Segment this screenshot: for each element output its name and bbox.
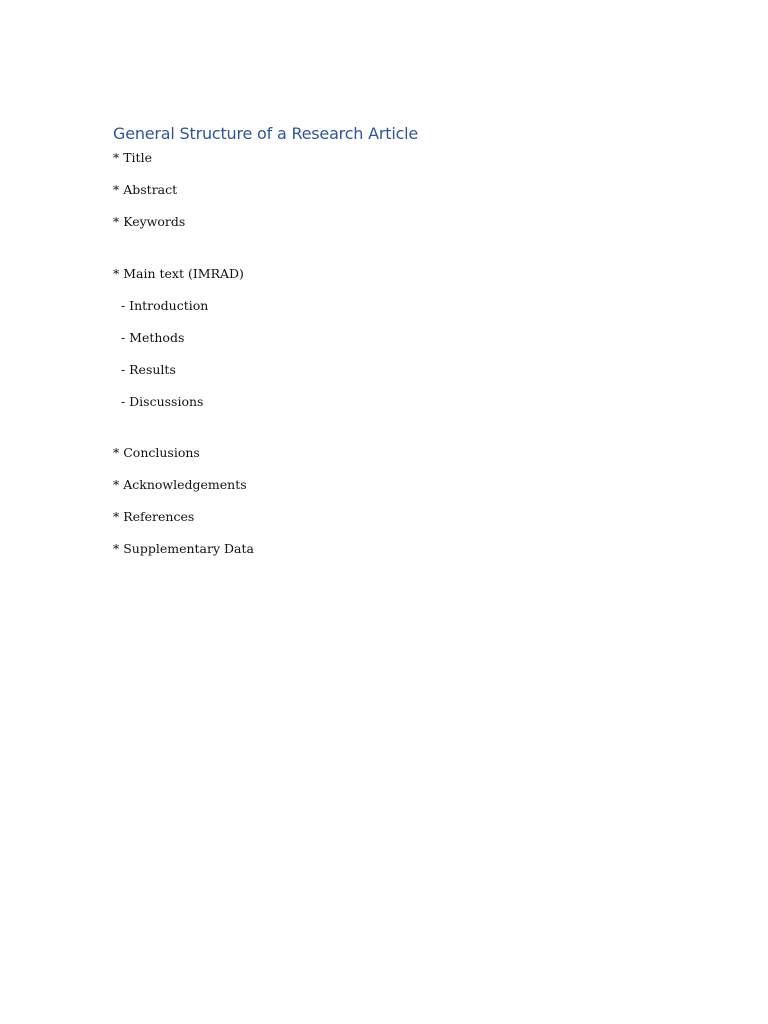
document-heading: General Structure of a Research Article xyxy=(113,124,419,143)
sub-item-discussions: - Discussions xyxy=(113,394,204,409)
list-item-conclusions: * Conclusions xyxy=(113,445,200,460)
list-item-title: * Title xyxy=(113,150,152,165)
sub-item-methods: - Methods xyxy=(113,330,185,345)
list-item-main-text: * Main text (IMRAD) xyxy=(113,266,244,281)
sub-item-introduction: - Introduction xyxy=(113,298,209,313)
list-item-abstract: * Abstract xyxy=(113,182,178,197)
list-item-acknowledgements: * Acknowledgements xyxy=(113,477,247,492)
list-item-supplementary-data: * Supplementary Data xyxy=(113,541,254,556)
list-item-references: * References xyxy=(113,509,195,524)
list-item-keywords: * Keywords xyxy=(113,214,186,229)
sub-item-results: - Results xyxy=(113,362,176,377)
